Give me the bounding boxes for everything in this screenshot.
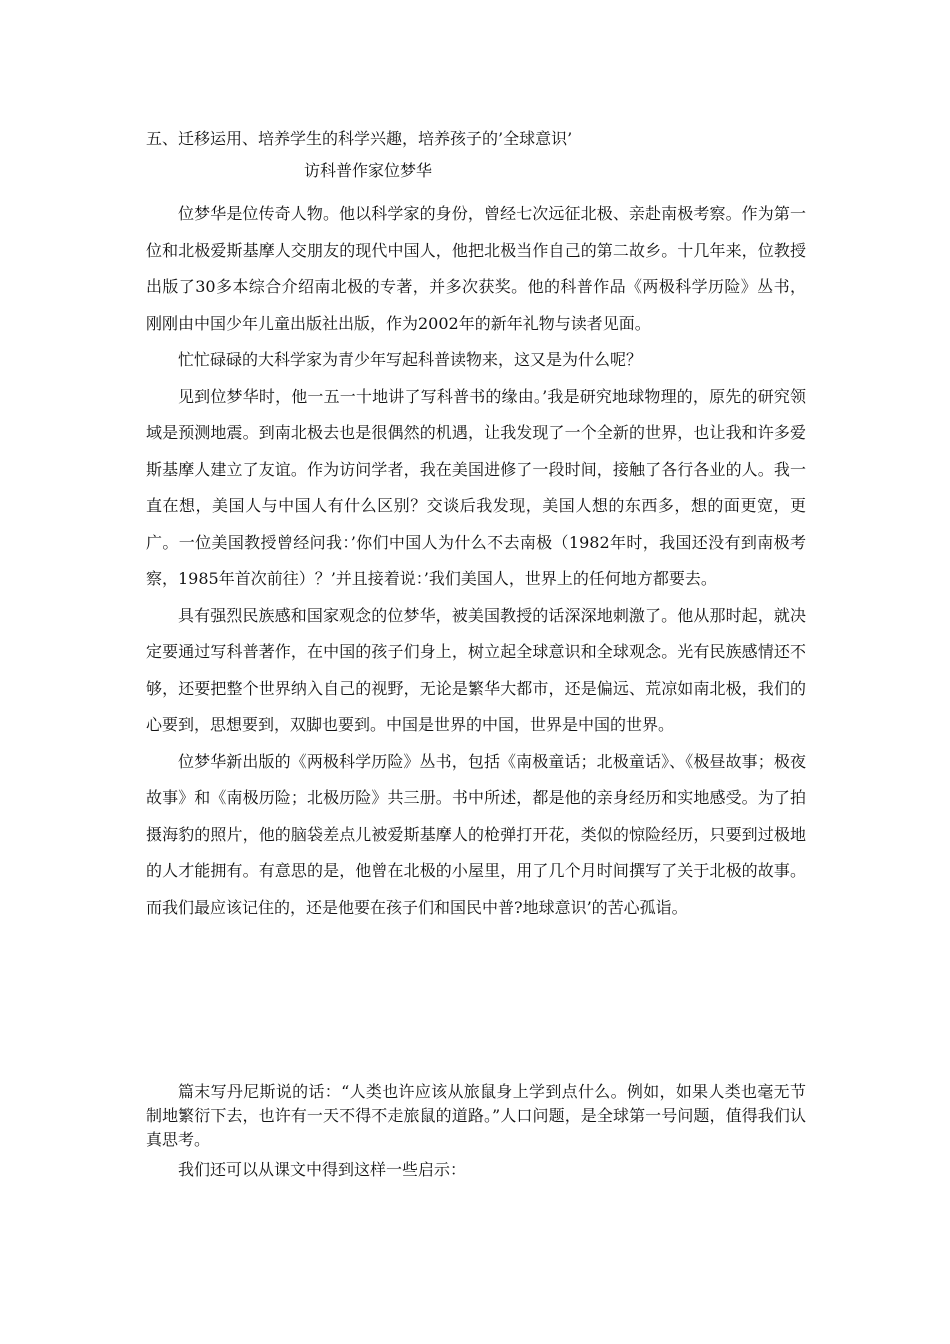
paragraph: 位梦华是位传奇人物。他以科学家的身份，曾经七次远征北极、亲赴南极考察。作为第一位和北极爱斯基摩人交朋友的现代中国人，他把北极当作自己的第二故乡。十几年来，位教授出版了30多本综合介绍南北极的专著，并多次获奖。他的科普作品《两极科学历险》丛书，刚刚由中国少年儿童出版社出版，作为2002年的新年礼物与读者见面。	[146, 204, 806, 333]
paragraph: 篇末写丹尼斯说的话：“人类也许应该从旅鼠身上学到点什么。例如，如果人类也毫无节制地繁衍下去，也许有一天不得不走旅鼠的道路。”人口问题，是全球第一号问题，值得我们认真思考。	[146, 1082, 806, 1149]
paragraph: 位梦华新出版的《两极科学历险》丛书，包括《南极童话；北极童话》、《极昼故事；极夜故事》和《南极历险；北极历险》共三册。书中所述，都是他的亲身经历和实地感受。为了拍摄海豹的照片，他的脑袋差点儿被爱斯基摩人的枪弹打开花，类似的惊险经历，只要到过极地的人才能拥有。有意思的是，他曾在北极的小屋里，用了几个月时间撰写了关于北极的故事。而我们最应该记住的，还是他要在孩子们和国民中普?地球意识’的苦心孤诣。	[146, 751, 806, 917]
paragraph: 我们还可以从课文中得到这样一些启示：	[178, 1160, 467, 1179]
paragraph: 具有强烈民族感和国家观念的位梦华，被美国教授的话深深地刺激了。他从那时起，就决定要通过写科普著作，在中国的孩子们身上，树立起全球意识和全球观念。光有民族感情还不够，还要把整个世界纳入自己的视野，无论是繁华大都市，还是偏远、荒凉如南北极，我们的心要到，思想要到，双脚也要到。中国是世界的中国，世界是中国的世界。	[146, 605, 806, 734]
closing-section	[146, 1080, 806, 1188]
article-subtitle: 访科普作家位梦华	[304, 161, 433, 180]
section-heading: 五、迁移运用、培养学生的科学兴趣，培养孩子的’全球意识’	[146, 129, 573, 148]
paragraph: 见到位梦华时，他一五一十地讲了写科普书的缘由。’我是研究地球物理的，原先的研究领域是预测地震。到南北极去也是很偶然的机遇，让我发现了一个全新的世界，也让我和许多爱斯基摩人建立了友谊。作为访问学者，我在美国进修了一段时间，接触了各行各业的人。我一直在想，美国人与中国人有什么区别？交谈后我发现，美国人想的东西多，想的面更宽，更广。一位美国教授曾经问我：’你们中国人为什么不去南极（1982年时，我国还没有到南极考察，1985年首次前往）？’并且接着说：’我们美国人，世界上的任何地方都要去。	[146, 386, 806, 588]
paragraph: 忙忙碌碌的大科学家为青少年写起科普读物来，这又是为什么呢？	[178, 350, 643, 369]
article-body	[146, 196, 806, 926]
